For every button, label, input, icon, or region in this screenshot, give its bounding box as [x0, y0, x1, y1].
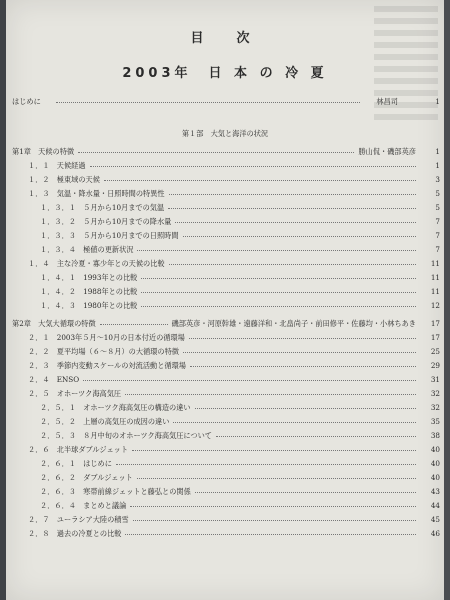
- leader-dots: [116, 464, 416, 465]
- leader-dots: [216, 436, 416, 437]
- toc-title: 目 次: [190, 31, 260, 46]
- leader-dots: [141, 278, 416, 279]
- toc-entry-label: はじめに: [12, 97, 41, 106]
- leader-dots: [137, 250, 416, 251]
- leader-dots: [190, 366, 416, 367]
- leader-dots: [189, 338, 416, 339]
- leader-dots: [173, 422, 416, 423]
- leader-dots: [125, 394, 416, 395]
- toc-entry-page: 32: [430, 403, 440, 412]
- toc-entry-page: 35: [430, 417, 440, 426]
- toc-entry-intro: [6, 96, 444, 108]
- toc-entry-page: 44: [430, 501, 440, 510]
- leader-dots: [104, 180, 416, 181]
- leader-dots: [137, 478, 416, 479]
- toc-entry-page: 40: [430, 445, 440, 454]
- book-subtitle: 2003年 日 本 の 冷 夏: [122, 66, 328, 81]
- toc-entry-page: 1: [435, 161, 440, 170]
- toc-entry-page: 7: [435, 245, 440, 254]
- toc-entry-page: 12: [430, 301, 440, 310]
- leader-dots: [168, 208, 416, 209]
- leader-dots: [78, 152, 354, 153]
- leader-dots: [132, 450, 416, 451]
- toc-entry: [6, 318, 444, 330]
- toc-entry-page: 11: [430, 273, 440, 282]
- leader-dots: [56, 102, 360, 103]
- toc-entry-label: 第1章 天候の特徴: [12, 147, 75, 156]
- toc-entry: [6, 346, 444, 358]
- toc-entry: [6, 486, 444, 498]
- toc-entry-label: ２．６．４ まとめと議論: [40, 501, 127, 510]
- toc-entry-label: ２．７ ユーラシア大陸の積雪: [28, 515, 129, 524]
- toc-entry-page: 5: [435, 189, 440, 198]
- toc-entry: [6, 230, 444, 242]
- toc-entry-page: 25: [430, 347, 440, 356]
- toc-entry-page: 38: [430, 431, 440, 440]
- toc-entry: [6, 258, 444, 270]
- part-heading: 第１部 大気と海洋の状況: [181, 129, 269, 138]
- toc-entry-page: 17: [430, 319, 440, 328]
- toc-entry-page: 17: [430, 333, 440, 342]
- toc-entry-page: 1: [435, 97, 440, 106]
- toc-entry-page: 46: [430, 529, 440, 538]
- toc-entry-label: １．２ 極東域の天候: [28, 175, 100, 184]
- toc-entry: [6, 300, 444, 312]
- toc-entry-label: ２．６．２ ダブルジェット: [40, 473, 133, 482]
- leader-dots: [125, 534, 416, 535]
- toc-entry-label: ２．５．１ オホーツク海高気圧の構造の違い: [40, 403, 191, 412]
- leader-dots: [169, 194, 416, 195]
- toc-entry: [6, 388, 444, 400]
- toc-entry-page: 11: [430, 259, 440, 268]
- toc-entry: [6, 188, 444, 200]
- toc-entry: [6, 146, 444, 158]
- toc-entry-label: ２．６．３ 寒帯前線ジェットと藤弘との関係: [40, 487, 191, 496]
- toc-entry-label: ２．２ 夏平均場（６～８月）の大循環の特徴: [28, 347, 179, 356]
- toc-entry-page: 45: [430, 515, 440, 524]
- toc-entry: [6, 286, 444, 298]
- toc-entry-author: 勝山侃・磯部英彦: [358, 147, 416, 156]
- toc-entry: [6, 244, 444, 256]
- toc-entry: [6, 514, 444, 526]
- toc-entry-author: 磯部英彦・河原幹雄・遠藤洋和・北畠尚子・前田修平・佐藤均・小林ちあき: [171, 319, 416, 328]
- toc-entry-page: 29: [430, 361, 440, 370]
- page-edge-shadow: [444, 0, 450, 600]
- toc-entry-label: ２．１ 2003年５月～10月の日本付近の循環場: [28, 333, 185, 342]
- toc-entry-label: １．４．１ 1993年との比較: [40, 273, 138, 282]
- toc-entry: [6, 430, 444, 442]
- toc-entry-page: 3: [435, 175, 440, 184]
- leader-dots: [183, 236, 416, 237]
- toc-entry-label: ２．５．３ ８月中旬のオホーツク海高気圧について: [40, 431, 212, 440]
- toc-entry-page: 7: [435, 217, 440, 226]
- toc-entry-label: １．４．２ 1988年との比較: [40, 287, 138, 296]
- toc-entry: [6, 332, 444, 344]
- toc-entry-label: ２．３ 季節内変動スケールの対流活動と循環場: [28, 361, 186, 370]
- toc-entry: [6, 360, 444, 372]
- toc-entry-page: 5: [435, 203, 440, 212]
- toc-entry: [6, 160, 444, 172]
- leader-dots: [141, 292, 416, 293]
- toc-entry-page: 1: [435, 147, 440, 156]
- toc-entry-page: 32: [430, 389, 440, 398]
- toc-entry-label: ２．６．１ はじめに: [40, 459, 112, 468]
- toc-entry-label: ２．４ ENSO: [28, 375, 80, 384]
- toc-entry-label: １．４．３ 1980年との比較: [40, 301, 138, 310]
- leader-dots: [175, 222, 416, 223]
- toc-entry-label: １．１ 天候経過: [28, 161, 86, 170]
- toc-entry: [6, 500, 444, 512]
- toc-entry-label: 第2章 大気大循環の特徴: [12, 319, 96, 328]
- leader-dots: [183, 352, 416, 353]
- toc-entry-author: 林昌司: [376, 97, 398, 106]
- toc-entry-label: ２．５．２ 上層の高気圧の成因の違い: [40, 417, 170, 426]
- toc-entry-page: 7: [435, 231, 440, 240]
- toc-entry-label: １．３．３ ５月から10月までの日照時間: [40, 231, 179, 240]
- toc-entry: [6, 216, 444, 228]
- toc-entry: [6, 272, 444, 284]
- toc-entry-label: １．３．４ 極値の更新状況: [40, 245, 134, 254]
- toc-entry-page: 11: [430, 287, 440, 296]
- leader-dots: [90, 166, 416, 167]
- toc-entry-label: １．３．１ ５月から10月までの気温: [40, 203, 165, 212]
- leader-dots: [133, 520, 416, 521]
- toc-entry: [6, 416, 444, 428]
- toc-entry: [6, 528, 444, 540]
- toc-entry: [6, 458, 444, 470]
- toc-entry-label: １．３．２ ５月から10月までの降水量: [40, 217, 172, 226]
- toc-entry-page: 31: [430, 375, 440, 384]
- toc-entry-page: 40: [430, 459, 440, 468]
- toc-entry: [6, 472, 444, 484]
- toc-entry-page: 40: [430, 473, 440, 482]
- toc-entry-label: １．４ 主な冷夏・寡少年との天候の比較: [28, 259, 165, 268]
- leader-dots: [195, 408, 416, 409]
- leader-dots: [100, 324, 168, 325]
- toc-entry-label: ２．６ 北半球ダブルジェット: [28, 445, 129, 454]
- toc-entry-label: ２．５ オホーツク海高気圧: [28, 389, 122, 398]
- toc-entry-label: １．３ 気温・降水量・日照時間の特異性: [28, 189, 165, 198]
- toc-entry: [6, 374, 444, 386]
- book-page: [6, 0, 444, 600]
- toc-entry: [6, 444, 444, 456]
- toc-entry-page: 43: [430, 487, 440, 496]
- leader-dots: [130, 506, 416, 507]
- leader-dots: [83, 380, 416, 381]
- leader-dots: [169, 264, 416, 265]
- toc-entry: [6, 202, 444, 214]
- toc-entry-label: ２．８ 過去の冷夏との比較: [28, 529, 122, 538]
- toc-entry: [6, 402, 444, 414]
- toc-entry: [6, 174, 444, 186]
- leader-dots: [195, 492, 416, 493]
- leader-dots: [141, 306, 416, 307]
